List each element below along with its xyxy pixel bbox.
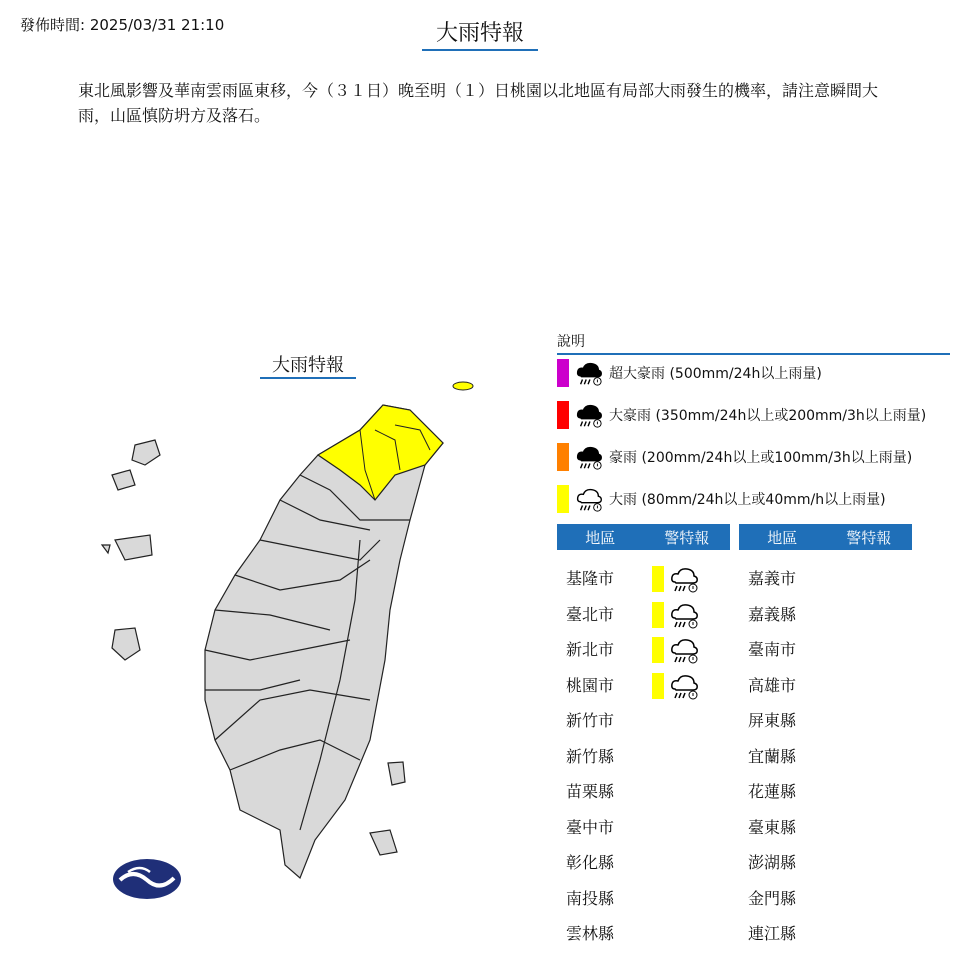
legend-label: 豪雨 (200mm/24h以上或100mm/3h以上雨量) — [609, 450, 913, 466]
region-name: 連江縣 — [748, 924, 797, 943]
bulletin-description: 東北風影響及華南雲雨區東移，今（３１日）晚至明（１）日桃園以北地區有局部大雨發生的機率，請注意瞬間大雨，山區慎防坍方及落石。 — [78, 81, 879, 125]
table-header-left — [557, 524, 730, 550]
region-name: 桃園市 — [566, 675, 615, 695]
heavy-rain-icon — [575, 485, 603, 513]
region-name: 彰化縣 — [566, 853, 615, 872]
region-name: 高雄市 — [748, 675, 797, 695]
island-pengjia — [453, 382, 473, 390]
region-name: 南投縣 — [566, 888, 615, 908]
region-name: 新竹市 — [566, 711, 615, 730]
legend-swatch — [557, 401, 569, 429]
region-name: 臺中市 — [566, 817, 615, 837]
region-name: 花蓮縣 — [748, 782, 797, 801]
island-penghu — [102, 440, 160, 660]
warning-level-bar — [652, 602, 664, 628]
region-name: 宜蘭縣 — [748, 746, 797, 766]
col-region: 地區 — [585, 528, 616, 547]
legend-label: 大雨 (80mm/24h以上或40mm/h以上雨量) — [609, 492, 886, 508]
region-name: 澎湖縣 — [748, 853, 797, 872]
cwa-logo — [113, 859, 181, 899]
extremely-heavy-rain-icon — [575, 443, 603, 471]
region-name: 基隆市 — [566, 569, 615, 588]
legend-item — [557, 443, 912, 471]
legend-swatch — [557, 485, 569, 513]
legend-swatch — [557, 443, 569, 471]
region-name: 金門縣 — [748, 888, 797, 908]
region-name: 臺東縣 — [748, 817, 797, 837]
map-title: 大雨特報 — [260, 351, 356, 379]
region-name: 屏東縣 — [748, 711, 797, 730]
extreme-torrential-rain-icon — [575, 359, 603, 387]
warning-level-bar — [652, 673, 664, 699]
torrential-rain-icon — [575, 401, 603, 429]
col-warning: 警特報 — [664, 528, 710, 547]
heavy-rain-icon — [669, 600, 699, 630]
legend-item — [557, 401, 926, 429]
region-name: 臺南市 — [748, 640, 797, 659]
region-name: 新北市 — [566, 640, 615, 659]
legend-item — [557, 485, 886, 513]
region-name: 新竹縣 — [566, 746, 615, 766]
page-title: 大雨特報 — [422, 16, 538, 51]
legend-swatch — [557, 359, 569, 387]
legend-item — [557, 359, 822, 387]
heavy-rain-icon — [669, 671, 699, 701]
warning-level-bar — [652, 637, 664, 663]
taiwan-mainland — [205, 405, 443, 878]
legend-label: 大豪雨 (350mm/24h以上或200mm/3h以上雨量) — [609, 408, 927, 424]
heavy-rain-icon — [669, 564, 699, 594]
region-name: 臺北市 — [566, 604, 615, 624]
region-name: 嘉義縣 — [748, 604, 797, 624]
legend-label: 超大豪雨 (500mm/24h以上雨量) — [609, 366, 822, 382]
island-orchid — [370, 830, 397, 855]
region-name: 苗栗縣 — [566, 782, 615, 801]
island-green — [388, 762, 405, 785]
legend-heading: 說明 — [557, 331, 950, 355]
warning-level-bar — [652, 566, 664, 592]
region-name: 雲林縣 — [566, 924, 615, 943]
col-warning: 警特報 — [846, 528, 892, 547]
region-name: 嘉義市 — [748, 569, 797, 588]
issue-time: 發佈時間: 2025/03/31 21:10 — [20, 16, 225, 34]
table-header-right — [739, 524, 912, 550]
col-region: 地區 — [767, 528, 798, 547]
heavy-rain-icon — [669, 635, 699, 665]
